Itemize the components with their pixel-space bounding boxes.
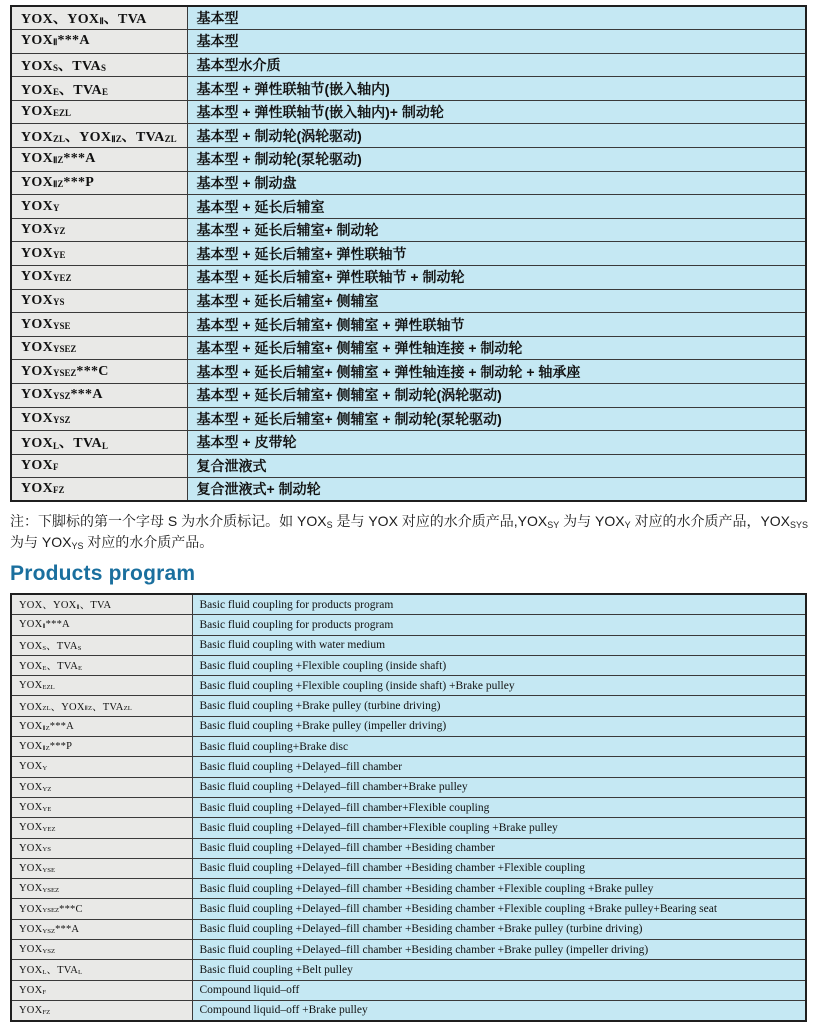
description-cell: 基本型 + 制动轮(泵轮驱动) xyxy=(187,148,806,172)
table-row xyxy=(11,30,806,54)
description-cell: Basic fluid coupling +Delayed–fill chamber +Besiding chamber +Flexible coupling +Brake pulley xyxy=(192,879,806,899)
description-cell: 基本型 + 制动轮(涡轮驱动) xyxy=(187,124,806,148)
description-cell: Compound liquid–off xyxy=(192,980,806,1000)
model-cell: $YOX_Y$ xyxy=(11,757,192,777)
description-cell: 基本型 xyxy=(187,30,806,54)
description-cell: 复合泄液式+ 制动轮 xyxy=(187,478,806,502)
model-cell: $YOX_{YSEZ}$ xyxy=(11,879,192,899)
products-table-chinese-body xyxy=(11,6,806,501)
table-row xyxy=(11,218,806,242)
table-row xyxy=(11,838,806,858)
description-cell: 基本型 + 延长后辅室+ 制动轮 xyxy=(187,218,806,242)
description-cell: Basic fluid coupling +Brake pulley (turbine driving) xyxy=(192,696,806,716)
description-cell: Basic fluid coupling +Delayed–fill chamber+Flexible coupling +Brake pulley xyxy=(192,818,806,838)
table-row xyxy=(11,100,806,124)
table-row xyxy=(11,454,806,478)
model-cell: $YOX_S$、$TVA_S$ xyxy=(11,635,192,655)
table-row xyxy=(11,148,806,172)
model-cell: $YOX_F$ xyxy=(11,454,187,478)
table-row xyxy=(11,195,806,219)
table-row xyxy=(11,899,806,919)
table-row xyxy=(11,336,806,360)
model-cell: $YOX_{ⅡZ}***A$ xyxy=(11,148,187,172)
table-row xyxy=(11,431,806,455)
description-cell: 基本型 + 延长后辅室+ 侧辅室 xyxy=(187,289,806,313)
model-cell: $YOX_S$、$TVA_S$ xyxy=(11,53,187,77)
table-row xyxy=(11,615,806,635)
description-cell: Compound liquid–off +Brake pulley xyxy=(192,1000,806,1020)
description-cell: 基本型 + 延长后辅室+ 弹性联轴节 xyxy=(187,242,806,266)
description-cell: Basic fluid coupling +Flexible coupling (inside shaft) xyxy=(192,655,806,675)
description-cell: 基本型 + 延长后辅室+ 侧辅室 + 制动轮(涡轮驱动) xyxy=(187,384,806,408)
products-table-chinese xyxy=(10,5,807,502)
description-cell: Basic fluid coupling +Belt pulley xyxy=(192,960,806,980)
table-row xyxy=(11,77,806,101)
description-cell: 基本型 xyxy=(187,6,806,30)
table-row xyxy=(11,384,806,408)
description-cell: Basic fluid coupling +Brake pulley (impeller driving) xyxy=(192,716,806,736)
description-cell: 基本型 + 延长后辅室+ 侧辅室 + 弹性轴连接 + 制动轮 + 轴承座 xyxy=(187,360,806,384)
description-cell: Basic fluid coupling for products program xyxy=(192,615,806,635)
model-cell: $YOX_Ⅱ***A$ xyxy=(11,615,192,635)
model-cell: $YOX_{YEZ}$ xyxy=(11,266,187,290)
table-row xyxy=(11,960,806,980)
model-cell: $YOX_{YSEZ}***C$ xyxy=(11,899,192,919)
table-row xyxy=(11,737,806,757)
description-cell: Basic fluid coupling +Delayed–fill chamber xyxy=(192,757,806,777)
table-row xyxy=(11,1000,806,1020)
products-table-english xyxy=(10,593,807,1021)
model-cell: $YOX_{YSZ}***A$ xyxy=(11,384,187,408)
model-cell: $YOX_{YSZ}$ xyxy=(11,407,187,431)
model-cell: $YOX_{ⅡZ}***P$ xyxy=(11,737,192,757)
table-row xyxy=(11,360,806,384)
model-cell: $YOX_E$、$TVA_E$ xyxy=(11,77,187,101)
description-cell: 基本型 + 延长后辅室 xyxy=(187,195,806,219)
model-cell: $YOX_{YSZ}$ xyxy=(11,940,192,960)
table-row xyxy=(11,407,806,431)
table-row xyxy=(11,757,806,777)
description-cell: Basic fluid coupling+Brake disc xyxy=(192,737,806,757)
description-cell: 基本型 + 弹性联轴节(嵌入轴内)+ 制动轮 xyxy=(187,100,806,124)
model-cell: $YOX_L$、$TVA_L$ xyxy=(11,960,192,980)
model-cell: $YOX_{YZ}$ xyxy=(11,218,187,242)
table-row xyxy=(11,879,806,899)
model-cell: $YOX_{YSEZ}***C$ xyxy=(11,360,187,384)
model-cell: $YOX_{YS}$ xyxy=(11,289,187,313)
description-cell: Basic fluid coupling +Delayed–fill chamber +Besiding chamber xyxy=(192,838,806,858)
model-cell: $YOX_{YSE}$ xyxy=(11,313,187,337)
table-row xyxy=(11,940,806,960)
description-cell: 基本型 + 皮带轮 xyxy=(187,431,806,455)
table-row xyxy=(11,6,806,30)
description-cell: 基本型 + 延长后辅室+ 弹性联轴节 + 制动轮 xyxy=(187,266,806,290)
table-row xyxy=(11,266,806,290)
description-cell: Basic fluid coupling +Flexible coupling (inside shaft) +Brake pulley xyxy=(192,676,806,696)
description-cell: Basic fluid coupling +Delayed–fill chamber +Besiding chamber +Brake pulley (impeller driving) xyxy=(192,940,806,960)
model-cell: $YOX_{YZ}$ xyxy=(11,777,192,797)
table-row xyxy=(11,980,806,1000)
description-cell: 复合泄液式 xyxy=(187,454,806,478)
table-row xyxy=(11,124,806,148)
table-row xyxy=(11,655,806,675)
description-cell: 基本型 + 延长后辅室+ 侧辅室 + 制动轮(泵轮驱动) xyxy=(187,407,806,431)
description-cell: 基本型 + 制动盘 xyxy=(187,171,806,195)
table-row xyxy=(11,242,806,266)
table-row xyxy=(11,716,806,736)
model-cell: $YOX_{FZ}$ xyxy=(11,478,187,502)
model-cell: $YOX_{YEZ}$ xyxy=(11,818,192,838)
model-cell: YOX、$YOX_Ⅱ$、TVA xyxy=(11,594,192,614)
description-cell: Basic fluid coupling +Delayed–fill chamber+Brake pulley xyxy=(192,777,806,797)
description-cell: Basic fluid coupling +Delayed–fill chamber +Besiding chamber +Flexible coupling +Brake pulley+Bearing seat xyxy=(192,899,806,919)
description-cell: Basic fluid coupling +Delayed–fill chamber+Flexible coupling xyxy=(192,797,806,817)
table-row xyxy=(11,777,806,797)
table-row xyxy=(11,858,806,878)
table-row xyxy=(11,696,806,716)
model-cell: $YOX_{YS}$ xyxy=(11,838,192,858)
model-cell: $YOX_{ⅡZ}***A$ xyxy=(11,716,192,736)
description-cell: 基本型水介质 xyxy=(187,53,806,77)
model-cell: $YOX_{ZL}$、$YOX_{ⅡZ}$、$TVA_{ZL}$ xyxy=(11,124,187,148)
model-cell: $YOX_{EZL}$ xyxy=(11,100,187,124)
table-row xyxy=(11,171,806,195)
model-cell: $YOX_{EZL}$ xyxy=(11,676,192,696)
note-text: 注：下脚标的第一个字母 S 为水介质标记。如 $YOX_S$ 是与 YOX 对应的水介质产品$,YOX_{SY}$ 为与 $YOX_Y$ 对应的水介质产品，$YOX_{SYS}$ 为与 $YOX_{YS}$ 对应的水介质产品。 xyxy=(10,513,808,551)
products-table-english-body xyxy=(11,594,806,1020)
model-cell: $YOX_{YE}$ xyxy=(11,242,187,266)
model-cell: $YOX_Y$ xyxy=(11,195,187,219)
model-cell: $YOX_{YSE}$ xyxy=(11,858,192,878)
model-cell: $YOX_{ZL}$、$YOX_{ⅡZ}$、$TVA_{ZL}$ xyxy=(11,696,192,716)
model-cell: $YOX_L$、$TVA_L$ xyxy=(11,431,187,455)
model-cell: $YOX_{FZ}$ xyxy=(11,1000,192,1020)
description-cell: 基本型 + 弹性联轴节(嵌入轴内) xyxy=(187,77,806,101)
table-row xyxy=(11,635,806,655)
description-cell: Basic fluid coupling with water medium xyxy=(192,635,806,655)
model-cell: $YOX_E$、$TVA_E$ xyxy=(11,655,192,675)
description-cell: Basic fluid coupling for products program xyxy=(192,594,806,614)
table-row xyxy=(11,53,806,77)
table-row xyxy=(11,919,806,939)
description-cell: Basic fluid coupling +Delayed–fill chamber +Besiding chamber +Brake pulley (turbine driving) xyxy=(192,919,806,939)
table-row xyxy=(11,676,806,696)
model-cell: $YOX_Ⅱ***A$ xyxy=(11,30,187,54)
model-cell: $YOX_{YSZ}***A$ xyxy=(11,919,192,939)
description-cell: Basic fluid coupling +Delayed–fill chamber +Besiding chamber +Flexible coupling xyxy=(192,858,806,878)
table-row xyxy=(11,313,806,337)
model-cell: $YOX_{ⅡZ}***P$ xyxy=(11,171,187,195)
products-program-heading: Products program xyxy=(10,562,196,586)
table-row xyxy=(11,478,806,502)
model-cell: $YOX_{YE}$ xyxy=(11,797,192,817)
model-cell: $YOX_F$ xyxy=(11,980,192,1000)
description-cell: 基本型 + 延长后辅室+ 侧辅室 + 弹性联轴节 xyxy=(187,313,806,337)
model-cell: $YOX_{YSEZ}$ xyxy=(11,336,187,360)
description-cell: 基本型 + 延长后辅室+ 侧辅室 + 弹性轴连接 + 制动轮 xyxy=(187,336,806,360)
table-row xyxy=(11,818,806,838)
table-row xyxy=(11,289,806,313)
model-cell: YOX、$YOX_Ⅱ$、TVA xyxy=(11,6,187,30)
table-row xyxy=(11,797,806,817)
table-row xyxy=(11,594,806,614)
